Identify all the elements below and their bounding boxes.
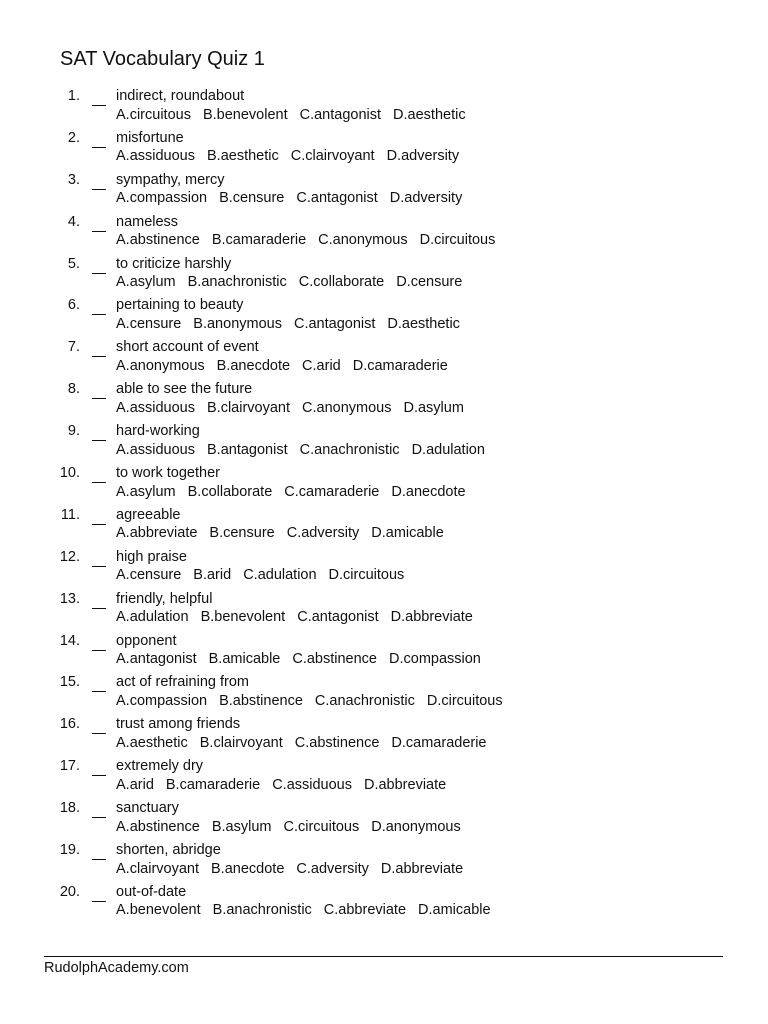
question-item: [0, 799, 768, 841]
answer-option: A.abstinence: [116, 818, 200, 835]
answer-option: A.abbreviate: [116, 525, 198, 542]
answer-blank[interactable]: [92, 524, 106, 525]
question-definition: short account of event: [116, 339, 259, 356]
answer-option: D.amicable: [418, 902, 491, 919]
question-number: 1.: [67, 88, 80, 104]
answer-options: [116, 106, 478, 124]
answer-blank[interactable]: [92, 398, 106, 399]
question-item: [0, 171, 768, 213]
answer-option: D.abbreviate: [390, 609, 473, 626]
question-definition: out-of-date: [116, 883, 187, 900]
answer-blank[interactable]: [92, 733, 106, 734]
question-item: [0, 506, 768, 548]
answer-options: [116, 818, 473, 836]
answer-option: B.amicable: [208, 651, 281, 668]
answer-option: A.circuitous: [116, 106, 191, 123]
answer-blank[interactable]: [92, 775, 106, 776]
question-definition: shorten, abridge: [116, 842, 221, 859]
answer-option: A.antagonist: [116, 651, 197, 668]
answer-option: A.asylum: [116, 483, 176, 500]
answer-blank[interactable]: [92, 147, 106, 148]
answer-option: A.assiduous: [116, 399, 195, 416]
question-number: 10.: [59, 465, 80, 482]
question-item: [0, 380, 768, 422]
question-item: [0, 715, 768, 757]
question-item: [0, 841, 768, 883]
answer-option: C.adulation: [243, 567, 317, 584]
question-number: 13.: [59, 590, 80, 607]
answer-option: B.anachronistic: [212, 902, 312, 919]
answer-option: C.abstinence: [294, 734, 380, 751]
question-number: 2.: [67, 129, 80, 146]
answer-option: C.anonymous: [318, 232, 408, 249]
answer-option: D.circuitous: [328, 567, 405, 584]
answer-option: B.asylum: [211, 818, 272, 835]
answer-option: A.censure: [116, 567, 182, 584]
question-number: 12.: [59, 548, 80, 565]
answer-option: D.censure: [396, 274, 463, 291]
answer-option: D.abbreviate: [363, 776, 447, 793]
answer-options: [116, 399, 476, 417]
question-definition: act of refraining from: [116, 674, 249, 691]
answer-option: B.camaraderie: [211, 232, 307, 249]
question-list: [0, 87, 768, 925]
answer-options: [116, 566, 416, 584]
question-item: [0, 464, 768, 506]
answer-option: C.arid: [302, 357, 341, 374]
question-definition: trust among friends: [116, 716, 241, 733]
answer-blank[interactable]: [92, 482, 106, 483]
answer-option: C.abstinence: [292, 651, 377, 668]
question-item: [0, 590, 768, 632]
question-item: [0, 548, 768, 590]
answer-option: B.censure: [219, 190, 285, 207]
answer-option: B.arid: [193, 567, 232, 584]
answer-option: C.antagonist: [299, 106, 382, 123]
answer-option: C.anachronistic: [314, 692, 415, 709]
answer-option: A.benevolent: [116, 902, 201, 919]
question-item: [0, 757, 768, 799]
answer-option: B.anachronistic: [187, 274, 287, 291]
answer-blank[interactable]: [92, 817, 106, 818]
question-item: [0, 422, 768, 464]
answer-option: C.collaborate: [298, 274, 385, 291]
answer-option: D.camaraderie: [391, 734, 487, 751]
answer-option: D.adversity: [386, 148, 460, 165]
answer-option: D.compassion: [389, 651, 481, 668]
question-item: [0, 338, 768, 380]
answer-blank[interactable]: [92, 356, 106, 357]
answer-option: B.censure: [209, 525, 275, 542]
question-number: 3.: [67, 171, 80, 188]
answer-option: A.censure: [116, 315, 182, 332]
answer-options: [116, 608, 485, 626]
question-definition: pertaining to beauty: [116, 297, 244, 314]
answer-option: B.aesthetic: [207, 148, 279, 165]
question-definition: extremely dry: [116, 758, 204, 775]
question-number: 17.: [59, 758, 80, 775]
question-definition: high praise: [116, 548, 187, 565]
question-item: [0, 673, 768, 715]
answer-option: B.clairvoyant: [207, 399, 291, 416]
question-number: 14.: [59, 632, 80, 649]
answer-option: A.aesthetic: [116, 734, 188, 751]
question-definition: to criticize harshly: [116, 255, 232, 272]
question-definition: able to see the future: [116, 381, 253, 398]
answer-option: C.abbreviate: [323, 902, 407, 919]
question-number: 5.: [67, 255, 80, 272]
answer-option: B.anecdote: [211, 860, 285, 877]
question-item: [0, 296, 768, 338]
answer-options: [116, 524, 456, 542]
footer-text: RudolphAcademy.com: [44, 960, 189, 976]
answer-option: C.circuitous: [283, 818, 360, 835]
answer-blank[interactable]: [92, 566, 106, 567]
answer-blank[interactable]: [92, 440, 106, 441]
answer-option: C.antagonist: [296, 190, 378, 207]
question-item: [0, 87, 768, 129]
question-definition: agreeable: [116, 506, 181, 523]
question-item: [0, 632, 768, 674]
answer-option: C.adversity: [296, 860, 369, 877]
answer-option: C.antagonist: [297, 609, 379, 626]
question-number: 18.: [59, 800, 80, 817]
answer-blank[interactable]: [92, 608, 106, 609]
answer-option: A.asylum: [116, 274, 176, 291]
question-number: 4.: [67, 213, 80, 230]
answer-option: A.abstinence: [116, 232, 200, 249]
answer-option: D.adulation: [411, 441, 485, 458]
question-definition: friendly, helpful: [116, 590, 213, 607]
question-number: 7.: [67, 339, 80, 356]
answer-options: [116, 357, 460, 375]
answer-option: B.collaborate: [187, 483, 273, 500]
question-definition: nameless: [116, 213, 179, 230]
answer-option: C.assiduous: [272, 776, 352, 793]
answer-option: C.anonymous: [302, 399, 392, 416]
answer-option: D.abbreviate: [380, 860, 464, 877]
answer-option: C.camaraderie: [284, 483, 380, 500]
question-number: 19.: [59, 842, 80, 859]
answer-option: C.antagonist: [293, 315, 376, 332]
answer-options: [116, 483, 478, 501]
answer-blank[interactable]: [92, 650, 106, 651]
answer-option: C.anachronistic: [299, 441, 400, 458]
answer-option: A.assiduous: [116, 148, 195, 165]
answer-option: A.anonymous: [116, 357, 205, 374]
answer-option: D.circuitous: [419, 232, 496, 249]
answer-options: [116, 734, 499, 752]
answer-blank[interactable]: [92, 691, 106, 692]
answer-option: A.adulation: [116, 609, 189, 626]
answer-option: A.arid: [116, 776, 154, 793]
question-number: 6.: [67, 297, 80, 314]
answer-option: D.camaraderie: [352, 357, 448, 374]
question-item: [0, 129, 768, 171]
answer-option: D.adversity: [389, 190, 463, 207]
answer-options: [116, 315, 472, 333]
answer-options: [116, 273, 474, 291]
answer-blank[interactable]: [92, 314, 106, 315]
answer-option: D.anecdote: [391, 483, 466, 500]
answer-option: D.aesthetic: [393, 106, 466, 123]
question-number: 16.: [59, 716, 80, 733]
answer-options: [116, 901, 503, 919]
answer-option: B.benevolent: [200, 609, 286, 626]
answer-option: B.anonymous: [193, 315, 282, 332]
answer-options: [116, 147, 471, 165]
answer-options: [116, 692, 515, 710]
answer-options: [116, 189, 474, 207]
question-definition: opponent: [116, 632, 177, 649]
page-title: SAT Vocabulary Quiz 1: [60, 48, 265, 70]
question-number: 8.: [67, 381, 80, 398]
answer-blank[interactable]: [92, 273, 106, 274]
answer-option: D.aesthetic: [387, 315, 460, 332]
answer-blank[interactable]: [92, 105, 106, 106]
answer-blank[interactable]: [92, 189, 106, 190]
answer-options: [116, 441, 497, 459]
answer-option: B.abstinence: [219, 692, 303, 709]
answer-option: A.compassion: [116, 692, 208, 709]
answer-options: [116, 776, 458, 794]
question-number: 15.: [59, 674, 80, 691]
answer-options: [116, 650, 493, 668]
answer-option: B.camaraderie: [165, 776, 261, 793]
question-definition: sympathy, mercy: [116, 171, 225, 188]
footer-divider: [44, 956, 723, 957]
question-definition: hard-working: [116, 423, 200, 440]
answer-option: C.clairvoyant: [290, 148, 375, 165]
answer-option: B.benevolent: [202, 106, 288, 123]
answer-option: D.anonymous: [371, 818, 461, 835]
question-definition: misfortune: [116, 129, 184, 146]
answer-option: D.asylum: [403, 399, 464, 416]
answer-option: A.compassion: [116, 190, 208, 207]
answer-option: B.clairvoyant: [199, 734, 283, 751]
question-item: [0, 213, 768, 255]
answer-option: A.clairvoyant: [116, 860, 200, 877]
answer-options: [116, 231, 507, 249]
answer-option: D.amicable: [371, 525, 444, 542]
question-definition: sanctuary: [116, 800, 179, 817]
answer-blank[interactable]: [92, 859, 106, 860]
answer-option: A.assiduous: [116, 441, 195, 458]
answer-option: B.anecdote: [216, 357, 291, 374]
answer-option: C.adversity: [286, 525, 360, 542]
answer-options: [116, 860, 475, 878]
answer-option: D.circuitous: [426, 692, 503, 709]
question-number: 11.: [60, 506, 80, 523]
question-number: 20.: [59, 883, 80, 900]
question-definition: to work together: [116, 465, 220, 482]
question-number: 9.: [67, 423, 80, 440]
answer-blank[interactable]: [92, 231, 106, 232]
question-definition: indirect, roundabout: [116, 88, 245, 104]
answer-blank[interactable]: [92, 901, 106, 902]
question-item: [0, 883, 768, 925]
answer-option: B.antagonist: [207, 441, 288, 458]
question-item: [0, 255, 768, 297]
